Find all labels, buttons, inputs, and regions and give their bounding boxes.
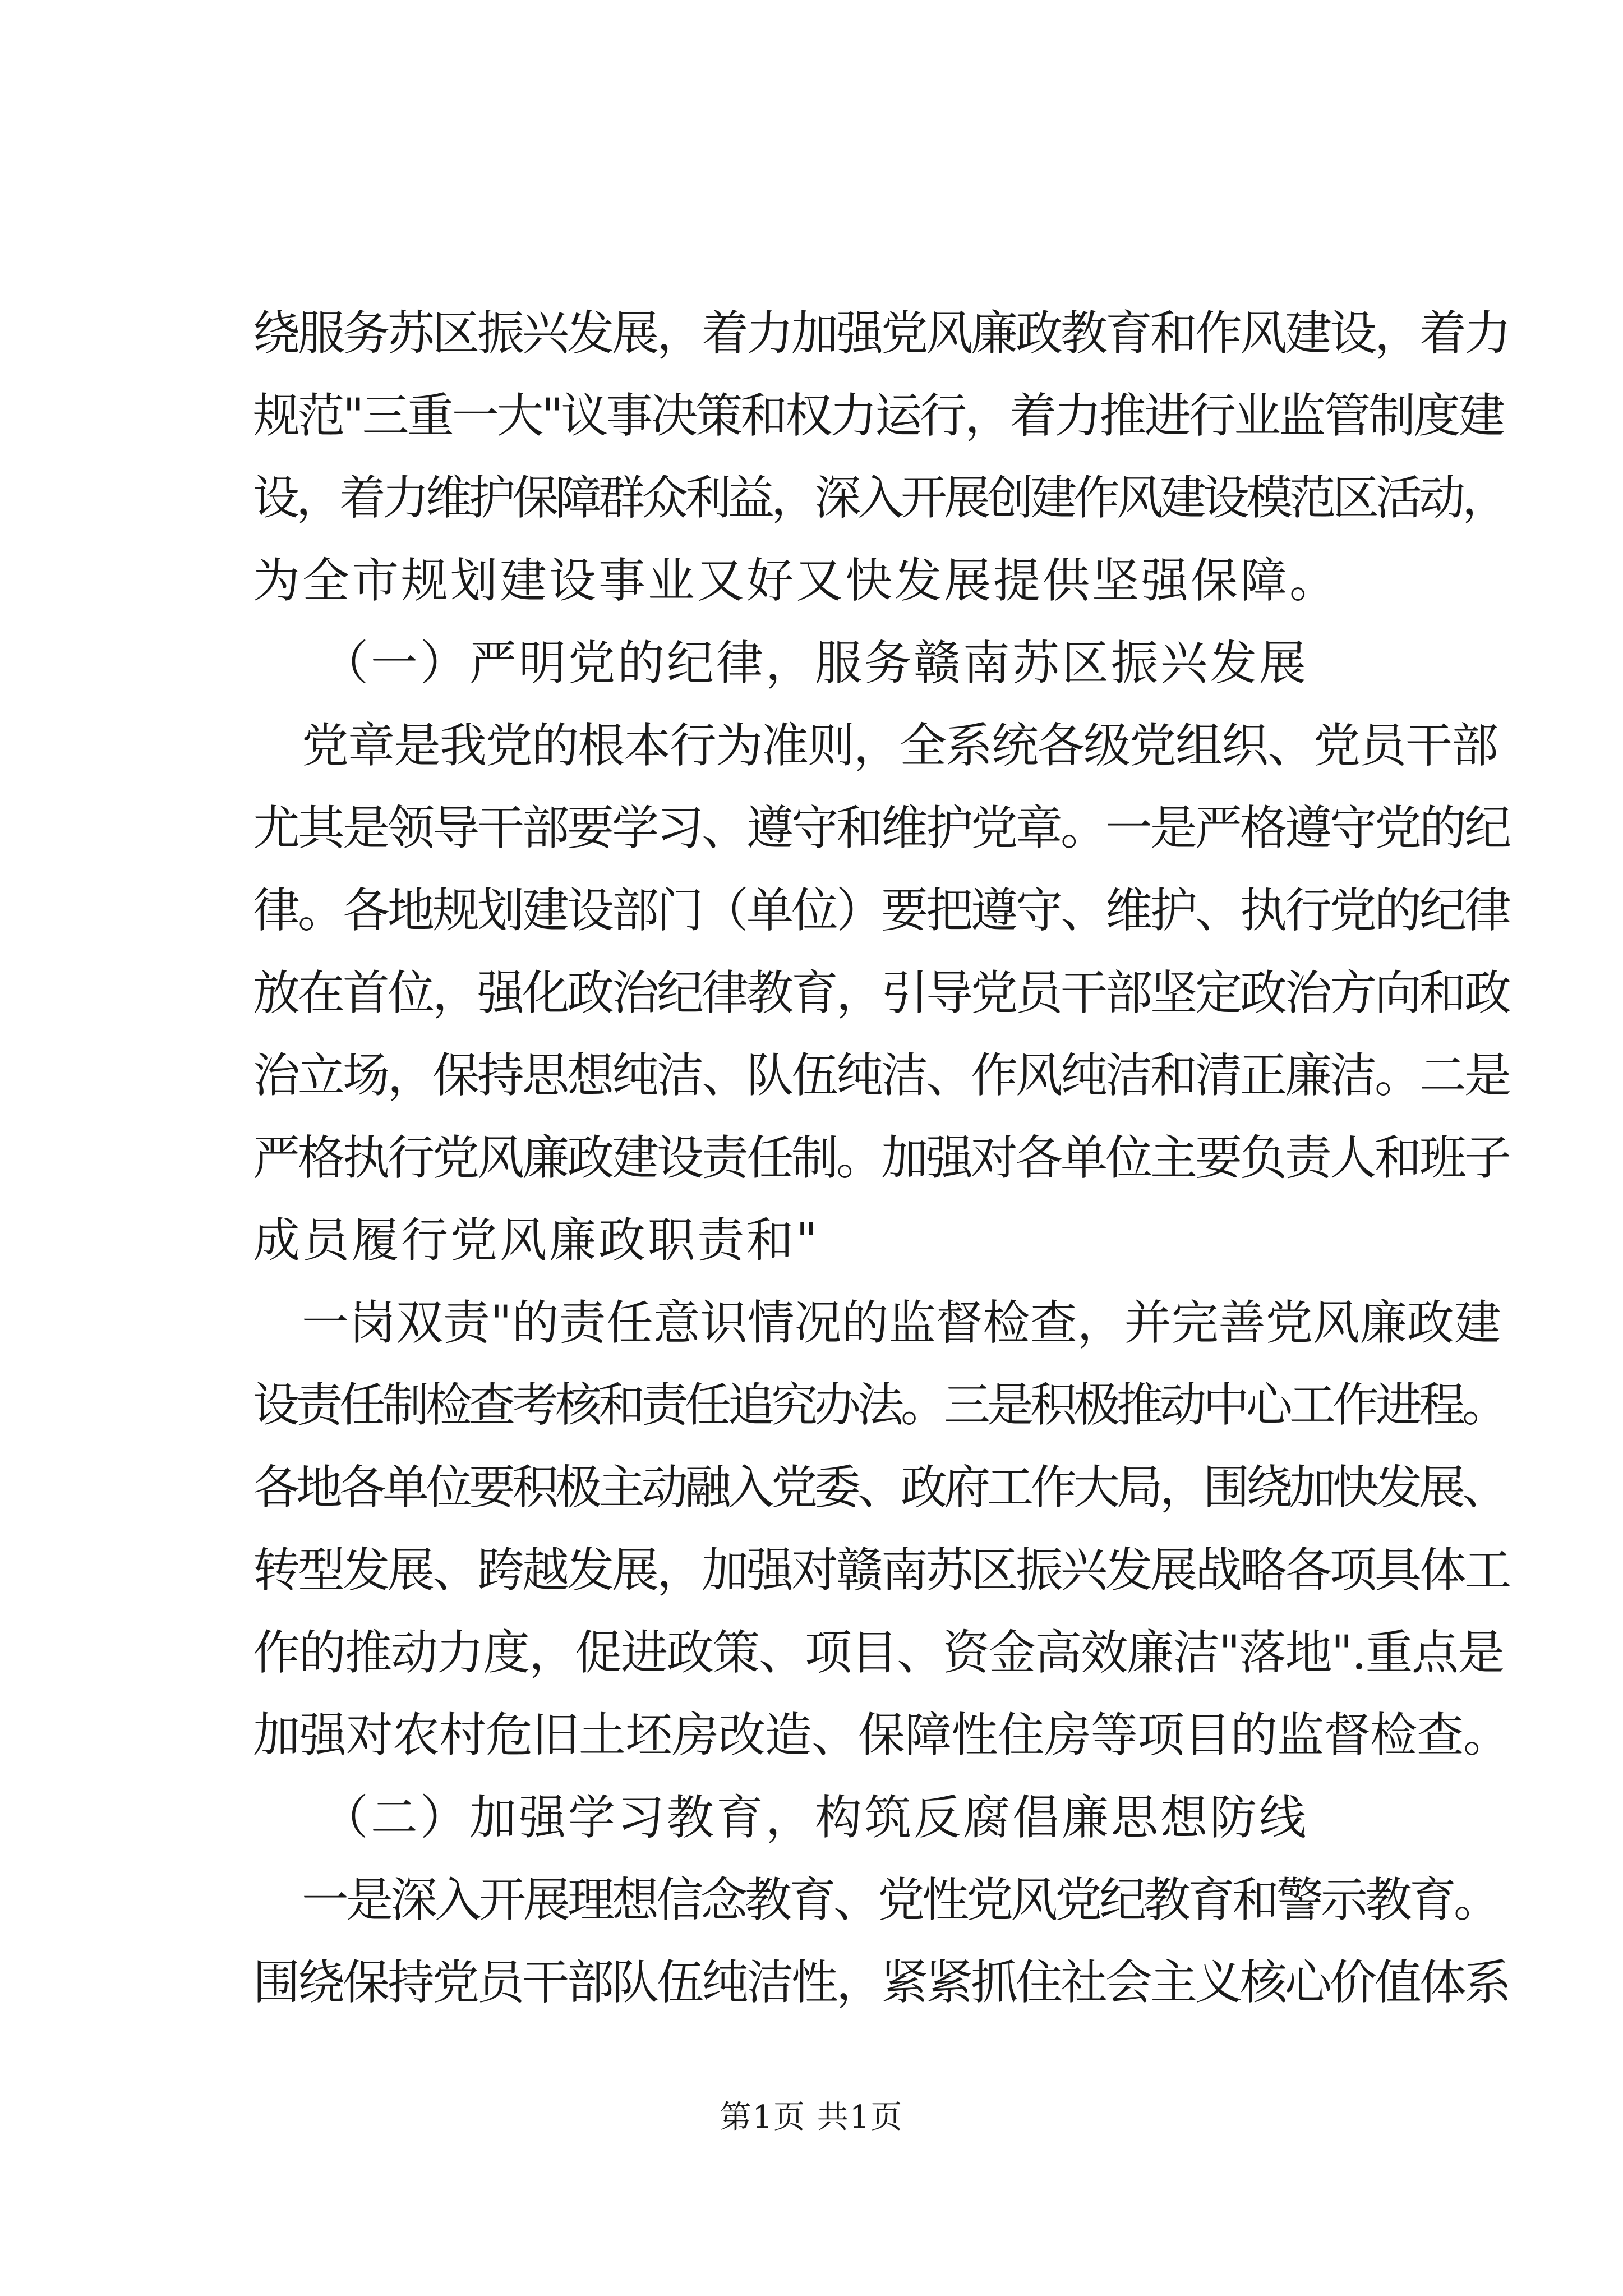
paragraph-line: 党章是我党的根本行为准则，全系统各级党组织、党员干部 [302, 718, 1498, 773]
paragraph-line: 作的推动力度，促进政策、项目、资金高效廉洁"落地".重点是 [253, 1625, 1504, 1680]
section-heading: （一）严明党的纪律，服务赣南苏区振兴发展 [321, 636, 1309, 691]
paragraph-line: 为全市规划建设事业又好又快发展提供坚强保障。 [253, 553, 1339, 608]
paragraph-line: 治立场，保持思想纯洁、队伍纯洁、作风纯洁和清正廉洁。二是 [253, 1048, 1510, 1103]
paragraph-line: 严格执行党风廉政建设责任制。加强对各单位主要负责人和班子 [253, 1130, 1510, 1185]
paragraph-line: 尤其是领导干部要学习、遵守和维护党章。一是严格遵守党的纪 [253, 800, 1510, 855]
paragraph-line: 律。各地规划建设部门（单位）要把遵守、维护、执行党的纪律 [253, 883, 1510, 938]
paragraph-line: 转型发展、跨越发展，加强对赣南苏区振兴发展战略各项具体工 [253, 1543, 1510, 1598]
page-number-footer: 第1页 共1页 [720, 2099, 903, 2136]
paragraph-line: 设，着力维护保障群众利益，深入开展创建作风建设模范区活动， [253, 471, 1505, 525]
paragraph-line: 放在首位，强化政治纪律教育，引导党员干部坚定政治方向和政 [253, 965, 1510, 1020]
paragraph-line: 一岗双责"的责任意识情况的监督检查，并完善党风廉政建 [302, 1295, 1501, 1350]
paragraph-line: 设责任制检查考核和责任追究办法。三是积极推动中心工作进程。 [253, 1378, 1505, 1432]
paragraph-line: 成员履行党风廉政职责和" [253, 1213, 820, 1268]
paragraph-line: 绕服务苏区振兴发展，着力加强党风廉政教育和作风建设，着力 [253, 306, 1510, 361]
paragraph-line: 各地各单位要积极主动融入党委、政府工作大局，围绕加快发展、 [253, 1460, 1505, 1515]
paragraph-line: 规范"三重一大"议事决策和权力运行，着力推进行业监管制度建 [253, 388, 1504, 443]
section-heading: （二）加强学习教育，构筑反腐倡廉思想防线 [321, 1790, 1309, 1845]
paragraph-line: 加强对农村危旧土坯房改造、保障性住房等项目的监督检查。 [253, 1708, 1510, 1763]
paragraph-line: 围绕保持党员干部队伍纯洁性，紧紧抓住社会主义核心价值体系 [253, 1955, 1510, 2010]
paragraph-line: 一是深入开展理想信念教育、党性党风党纪教育和警示教育。 [302, 1872, 1498, 1927]
